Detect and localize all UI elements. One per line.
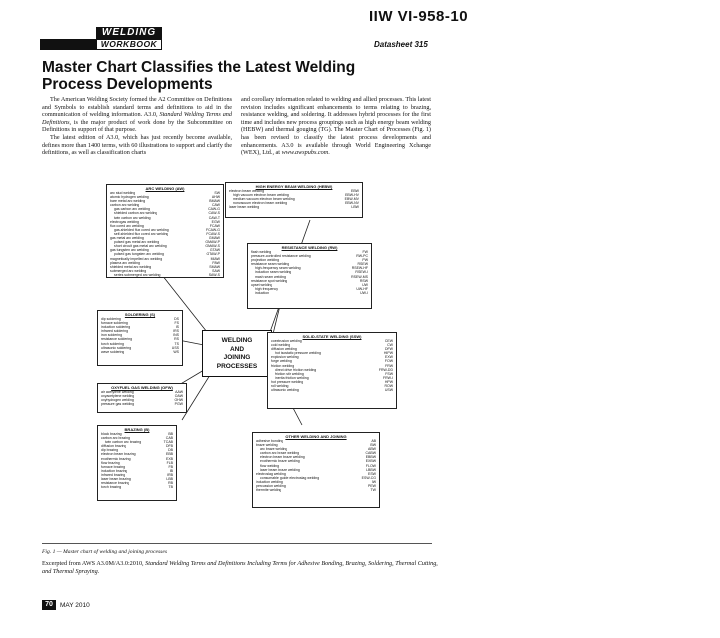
process-abbreviation: GTAW-P: [206, 252, 220, 257]
process-name: infrared brazing: [101, 472, 126, 477]
process-name: induction seam welding: [255, 270, 292, 275]
workbook-logo-top: WELDING: [96, 27, 162, 39]
paragraph: The latest edition of A3.0, which has just recently become available, defines more than 1400 terms, with 60 illustrations to support and clarify the definitions, as well as classification charts: [42, 133, 232, 157]
process-abbreviation: RW-PC: [356, 254, 368, 259]
process-name: submerged arc welding: [110, 268, 147, 273]
process-abbreviation: FRW: [385, 363, 393, 368]
process-name: exothermic braze welding: [260, 459, 300, 464]
process-name: torch soldering: [101, 341, 124, 346]
process-abbreviation: DFW: [385, 347, 393, 352]
process-name: dip soldering: [101, 317, 121, 321]
process-row: [251, 291, 368, 295]
process-abbreviation: HIPW: [383, 351, 393, 356]
process-name: carbon arc braze welding: [260, 451, 300, 456]
process-abbreviation: EBW-HV: [345, 193, 359, 198]
process-abbreviation: DB: [168, 448, 173, 453]
process-name: coextrusion welding: [271, 339, 302, 343]
process-name: laser beam braze welding: [260, 467, 300, 472]
process-name: arc stud welding: [110, 191, 136, 195]
process-name: electron beam welding: [229, 189, 265, 193]
link[interactable]: www.awspubs.com: [281, 149, 329, 157]
process-abbreviation: LBW: [351, 205, 359, 210]
process-name: nonvacuum electron beam welding: [233, 201, 288, 206]
process-abbreviation: ESW-CG: [361, 475, 376, 480]
process-abbreviation: CAW-T: [208, 215, 220, 220]
process-abbreviation: CAW: [211, 203, 220, 208]
process-name: pressure-controlled resistance welding: [251, 254, 311, 259]
process-name: gas metal arc welding: [110, 236, 144, 241]
process-abbreviation: IRB: [167, 472, 173, 477]
process-abbreviation: EBB: [165, 452, 173, 457]
process-name: gas-shielded flux cored arc welding: [114, 227, 169, 232]
process-abbreviation: CAW-S: [208, 211, 220, 216]
process-name: carbon arc welding: [110, 203, 140, 208]
process-name: adhesive bonding: [256, 439, 284, 443]
process-abbreviation: TW: [370, 488, 376, 493]
process-row: [229, 205, 359, 209]
process-name: exothermic brazing: [101, 456, 131, 461]
process-abbreviation: TB: [168, 485, 173, 490]
process-name: arc braze welding: [260, 447, 288, 452]
process-abbreviation: GMAW: [208, 236, 220, 241]
process-abbreviation: SMAW: [209, 264, 220, 269]
document-code: IIW VI-958-10: [369, 8, 469, 25]
process-abbreviation: IS: [175, 325, 179, 330]
center-process-box: WELDING AND JOINING PROCESSES: [202, 330, 272, 377]
process-abbreviation: FOW: [384, 359, 393, 364]
process-name: hot isostatic pressure welding: [275, 351, 321, 356]
process-abbreviation: CABW: [365, 451, 376, 456]
process-abbreviation: HPW: [384, 379, 393, 384]
issue-date: MAY 2010: [60, 602, 90, 609]
process-name: cold welding: [271, 343, 291, 348]
process-name: pulsed gas metal arc welding: [114, 240, 160, 245]
process-abbreviation: RSEW-MS: [351, 274, 368, 279]
process-name: braze welding: [256, 443, 278, 448]
process-abbreviation: AB: [371, 439, 376, 443]
process-abbreviation: USW: [384, 388, 393, 393]
figure-caption: Fig. 1 — Master chart of welding and joining processes: [42, 549, 168, 555]
process-abbreviation: EBW: [351, 189, 359, 193]
box-arc-welding: ARC WELDING (AW) arc stud welding SW atomic hydrogen welding AHW bare metal arc welding BMAW carbon arc welding CAW gas carbon arc welding CAW-G shielded carbon arc welding CAW-S twin carbon arc welding CAW-T electrogas welding EGW flux cored arc welding FCAW gas-shielded flux cored arc welding FCAW-G self-shielded flux cored arc welding FCAW-S gas metal arc welding GMAW pulsed gas metal arc welding GMAW-P short circuit gas metal arc welding GMAW-S gas tungsten arc welding GTAW pulsed gas tungsten arc welding GTAW-P magnetically impelled arc welding MIAW plasma arc welding PAW shielded metal arc welding SMAW submerged arc welding SAW series submerged arc welding SAW-S: [106, 184, 224, 278]
process-name: furnace brazing: [101, 464, 126, 469]
process-abbreviation: UW-HF: [356, 286, 368, 291]
process-name: consumable guide electroslag welding: [260, 475, 320, 480]
process-name: roll welding: [271, 384, 289, 389]
process-name: flash welding: [251, 250, 272, 254]
process-name: resistance seam welding: [251, 262, 290, 267]
process-name: induction brazing: [101, 468, 128, 473]
process-name: high vacuum electron beam welding: [233, 193, 289, 198]
process-abbreviation: USS: [171, 345, 179, 350]
process-abbreviation: FCAW: [209, 223, 220, 228]
process-name: iron soldering: [101, 333, 123, 338]
process-row: [101, 402, 183, 406]
box-resistance-welding: RESISTANCE WELDING (RW) flash welding FW pressure-controlled resistance welding RW-PC projection welding PW resistance seam welding RSEW high-frequency seam welding RSEW-HF induction seam welding RSEW-I mash seam welding RSEW-MS resistance spot welding RSW upset welding UW high frequency UW-HF induction UW-I: [247, 243, 372, 309]
excerpt-note: Excerpted from AWS A3.0M/A3.0:2010, Standard Welding Terms and Definitions Including Terms for Adhesive Bonding, Brazing, Soldering, Thermal Cutting, and Thermal Spraying.: [42, 560, 438, 575]
process-abbreviation: GMAW-S: [205, 244, 220, 249]
process-name: twin carbon arc brazing: [105, 440, 142, 445]
process-name: friction stir welding: [275, 371, 304, 376]
process-name: atomic hydrogen welding: [110, 195, 149, 200]
process-abbreviation: LBB: [166, 477, 173, 482]
process-name: gas carbon arc welding: [114, 207, 150, 212]
process-abbreviation: EBW-NV: [345, 201, 359, 206]
process-name: laser beam welding: [229, 205, 260, 210]
page-number: 70: [42, 600, 56, 610]
process-abbreviation: DFB: [166, 444, 173, 449]
process-row: [110, 273, 220, 277]
process-abbreviation: FCAW-S: [206, 231, 220, 236]
process-abbreviation: FCAW-G: [206, 227, 220, 232]
process-abbreviation: GTAW: [209, 248, 220, 253]
process-name: laser beam brazing: [101, 477, 131, 482]
process-abbreviation: PEW: [368, 484, 376, 489]
process-abbreviation: RB: [168, 481, 173, 486]
process-name: carbon arc brazing: [101, 436, 130, 441]
process-name: torch brazing: [101, 485, 122, 490]
datasheet-label: Datasheet 315: [374, 40, 428, 49]
article-title: Master Chart Classifies the Latest Welding Process Developments: [42, 59, 356, 93]
process-abbreviation: TCAB: [163, 440, 173, 445]
process-name: electron beam braze welding: [260, 455, 305, 460]
process-abbreviation: OAW: [174, 394, 183, 399]
process-name: inertia friction welding: [275, 375, 309, 380]
process-name: self-shielded flux cored arc welding: [114, 231, 169, 236]
process-name: plasma arc welding: [110, 260, 140, 265]
process-name: short circuit gas metal arc welding: [114, 244, 167, 249]
process-name: twin carbon arc welding: [114, 215, 151, 220]
process-name: flux cored arc welding: [110, 223, 144, 228]
process-name: flow brazing: [101, 460, 120, 465]
process-abbreviation: WS: [173, 349, 179, 354]
process-abbreviation: RSEW-HF: [351, 266, 368, 271]
process-name: resistance spot welding: [251, 278, 288, 283]
process-abbreviation: LBBW: [366, 467, 376, 472]
process-abbreviation: MIAW: [210, 256, 220, 261]
process-name: furnace soldering: [101, 321, 128, 326]
paragraph: The American Welding Society formed the A2 Committee on Definitions and Symbols to establish standard terms and definitions to aid in the communication of welding information. A3.0, Standard Welding Terms and Definitions, is the major product of work done by the Subcommittee on Definitions in support of that purpose.: [42, 96, 232, 134]
process-name: resistance soldering: [101, 337, 133, 342]
article-column-right: [241, 96, 431, 157]
process-name: pressure gas welding: [101, 402, 135, 407]
process-abbreviation: SW: [214, 191, 220, 195]
process-name: high frequency: [255, 286, 278, 291]
paragraph: and corollary information related to welding and allied processes. This latest revision includes significant enhancements to terms relating to brazing, resistance welding, and soldering. It addresses hybrid processes for the first time and includes new process groupings such as high energy beam welding (HEBW) and thermal gouging (TG). The Master Chart of Processes (Fig. 1) has been revised to classify the latest process developments and enhancements. A3.0 is available through World Engineering Xchange (WEX), Ltd., at www.awspubs.com.: [241, 96, 431, 157]
process-abbreviation: RSW: [359, 278, 368, 283]
process-name: flow welding: [260, 463, 280, 468]
process-abbreviation: FW: [362, 250, 368, 254]
process-abbreviation: CW: [387, 343, 393, 348]
process-name: diffusion brazing: [101, 444, 127, 449]
process-abbreviation: GMAW-P: [205, 240, 220, 245]
process-abbreviation: EBBW: [365, 455, 376, 460]
process-abbreviation: DS: [174, 317, 179, 321]
process-name: shielded carbon arc welding: [114, 211, 158, 216]
process-abbreviation: EXBW: [365, 459, 376, 464]
process-abbreviation: EXW: [385, 355, 393, 360]
workbook-logo-bottom: WORKBOOK: [96, 39, 162, 50]
process-name: medium vacuum electron beam welding: [233, 197, 295, 202]
process-abbreviation: AHW: [211, 195, 220, 200]
process-name: resistance brazing: [101, 481, 130, 486]
process-row: [101, 485, 173, 489]
process-name: infrared soldering: [101, 329, 129, 334]
process-name: explosion welding: [271, 355, 299, 360]
process-abbreviation: IW: [371, 479, 376, 484]
process-abbreviation: UW-I: [360, 290, 368, 295]
process-abbreviation: CAW-G: [208, 207, 220, 212]
process-abbreviation: INS: [173, 333, 179, 338]
process-abbreviation: FRW-DD: [378, 367, 393, 372]
box-solid-state-welding: SOLID-STATE WELDING (SSW) coextrusion welding CEW cold welding CW diffusion welding DFW hot isostatic pressure welding HIPW explosion welding EXW forge welding FOW friction welding FRW direct drive friction welding FRW-DD friction stir welding FSW inertia friction welding FRW-I hot pressure welding HPW roll welding ROW ultrasonic welding USW: [267, 332, 397, 409]
process-name: oxyacetylene welding: [101, 394, 135, 399]
process-name: gas tungsten arc welding: [110, 248, 149, 253]
box-other-welding-joining: OTHER WELDING AND JOINING adhesive bonding AB braze welding BW arc braze welding ABW carbon arc braze welding CABW electron beam braze welding EBBW exothermic braze welding EXBW flow welding FLOW laser beam braze welding LBBW electroslag welding ESW consumable guide electroslag welding ESW-CG induction welding IW percussion welding PEW thermite welding TW: [252, 432, 380, 508]
process-abbreviation: ESW: [368, 471, 376, 476]
process-name: pulsed gas tungsten arc welding: [114, 252, 165, 257]
process-name: shielded metal arc welding: [110, 264, 152, 269]
process-abbreviation: OHW: [174, 398, 183, 403]
process-name: high-frequency seam welding: [255, 266, 301, 271]
process-name: block brazing: [101, 432, 122, 436]
process-abbreviation: FSW: [385, 371, 393, 376]
process-abbreviation: UW: [362, 282, 368, 287]
process-abbreviation: SAW: [212, 268, 220, 273]
process-name: dip brazing: [101, 448, 119, 453]
box-brazing: BRAZING (B) block brazing BB carbon arc brazing CAB twin carbon arc brazing TCAB diffusion brazing DFB dip brazing DB electron beam brazing EBB exothermic brazing EXB flow brazing FLB furnace brazing FB induction brazing IB infrared brazing IRB laser beam brazing LBB resistance brazing RB torch brazing TB: [97, 425, 177, 501]
process-name: induction welding: [256, 479, 283, 484]
box-oxyfuel-gas-welding: OXYFUEL GAS WELDING (OFW) air acetylene welding AAW oxyacetylene welding OAW oxyhydrogen welding OHW pressure gas welding PGW: [97, 383, 187, 413]
process-abbreviation: IRS: [173, 329, 179, 334]
process-abbreviation: CEW: [384, 339, 393, 343]
process-abbreviation: FB: [168, 464, 173, 469]
box-high-energy-beam: HIGH ENERGY BEAM WELDING (HEBW) electron beam welding EBW high vacuum electron beam welding EBW-HV medium vacuum electron beam welding EBW-MV nonvacuum electron beam welding EBW-NV laser beam welding LBW: [225, 182, 363, 218]
process-abbreviation: FLOW: [365, 463, 376, 468]
process-name: wave soldering: [101, 349, 125, 354]
process-abbreviation: SAW-S: [208, 272, 220, 277]
process-name: ultrasonic welding: [271, 388, 299, 393]
process-abbreviation: ROW: [384, 384, 393, 389]
process-name: electrogas welding: [110, 219, 139, 224]
process-abbreviation: BW: [370, 443, 376, 448]
process-name: induction: [255, 290, 270, 295]
process-name: direct drive friction welding: [275, 367, 317, 372]
process-abbreviation: ABW: [368, 447, 376, 452]
process-abbreviation: BMAW: [209, 199, 220, 204]
process-name: upset welding: [251, 282, 273, 287]
process-row: [101, 350, 179, 354]
master-chart: [42, 170, 432, 515]
process-abbreviation: PW: [362, 258, 368, 263]
process-name: forge welding: [271, 359, 292, 364]
article-column-left: [42, 96, 232, 157]
process-name: ultrasonic soldering: [101, 345, 132, 350]
process-name: mash seam welding: [255, 274, 286, 279]
process-name: hot pressure welding: [271, 379, 304, 384]
caption-rule: [42, 543, 432, 544]
process-name: thermite welding: [256, 488, 282, 493]
process-name: diffusion welding: [271, 347, 297, 352]
process-name: friction welding: [271, 363, 295, 368]
process-abbreviation: RSEW-I: [355, 270, 368, 275]
process-name: bare metal arc welding: [110, 199, 146, 204]
process-abbreviation: FLB: [166, 460, 173, 465]
process-name: induction soldering: [101, 325, 131, 330]
process-abbreviation: TS: [174, 341, 179, 346]
process-abbreviation: IB: [169, 468, 173, 473]
process-name: series submerged arc welding: [114, 272, 161, 277]
process-name: magnetically impelled arc welding: [110, 256, 163, 261]
process-abbreviation: BB: [168, 432, 173, 436]
process-abbreviation: EXB: [165, 456, 173, 461]
process-abbreviation: FRW-I: [383, 375, 393, 380]
process-abbreviation: PAW: [212, 260, 220, 265]
process-name: air acetylene welding: [101, 390, 134, 394]
process-name: percussion welding: [256, 484, 286, 489]
process-abbreviation: RS: [174, 337, 179, 342]
process-abbreviation: AAW: [175, 390, 183, 394]
process-name: electroslag welding: [256, 471, 286, 476]
process-abbreviation: PGW: [174, 402, 183, 407]
process-abbreviation: FS: [174, 321, 179, 326]
process-abbreviation: EGW: [211, 219, 220, 224]
process-row: [271, 388, 393, 392]
process-name: oxyhydrogen welding: [101, 398, 134, 403]
process-abbreviation: EBW-MV: [344, 197, 359, 202]
process-row: [256, 488, 376, 492]
process-abbreviation: RSEW: [357, 262, 368, 267]
process-abbreviation: CAB: [165, 436, 173, 441]
box-soldering: SOLDERING (S) dip soldering DS furnace soldering FS induction soldering IS infrared soldering IRS iron soldering INS resistance soldering RS torch soldering TS ultrasonic soldering USS wave soldering WS: [97, 310, 183, 366]
process-name: projection welding: [251, 258, 280, 263]
process-name: electron beam brazing: [101, 452, 136, 457]
